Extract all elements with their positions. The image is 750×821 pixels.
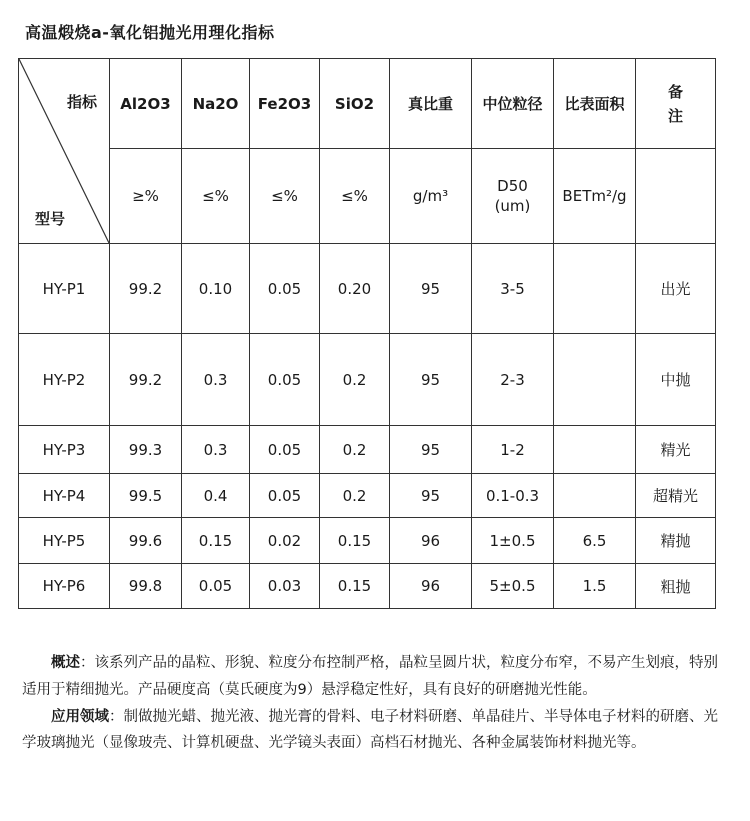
unit-density: g/m³ bbox=[390, 149, 472, 244]
description bbox=[22, 650, 722, 757]
cell-na2o: 0.05 bbox=[182, 564, 250, 609]
cell-al2o3: 99.2 bbox=[110, 244, 182, 334]
corner-label-indicator: 指标 bbox=[66, 93, 97, 111]
cell-na2o: 0.3 bbox=[182, 426, 250, 474]
cell-remark: 精光 bbox=[636, 426, 716, 474]
table-row bbox=[19, 426, 716, 474]
cell-remark: 精抛 bbox=[636, 518, 716, 564]
cell-model: HY-P5 bbox=[19, 518, 110, 564]
header-row bbox=[19, 59, 716, 149]
cell-d50: 1-2 bbox=[472, 426, 554, 474]
unit-d50-label: D50 bbox=[497, 176, 528, 195]
cell-al2o3: 99.6 bbox=[110, 518, 182, 564]
unit-na2o: ≤% bbox=[182, 149, 250, 244]
unit-fe2o3: ≤% bbox=[250, 149, 320, 244]
header-density: 真比重 bbox=[390, 59, 472, 149]
cell-bet bbox=[554, 334, 636, 426]
cell-bet: 6.5 bbox=[554, 518, 636, 564]
cell-model: HY-P3 bbox=[19, 426, 110, 474]
cell-al2o3: 99.2 bbox=[110, 334, 182, 426]
cell-bet: 1.5 bbox=[554, 564, 636, 609]
cell-fe2o3: 0.05 bbox=[250, 244, 320, 334]
table-row bbox=[19, 564, 716, 609]
cell-na2o: 0.3 bbox=[182, 334, 250, 426]
cell-d50: 1±0.5 bbox=[472, 518, 554, 564]
cell-fe2o3: 0.03 bbox=[250, 564, 320, 609]
cell-sio2: 0.2 bbox=[320, 334, 390, 426]
cell-fe2o3: 0.02 bbox=[250, 518, 320, 564]
cell-sio2: 0.2 bbox=[320, 474, 390, 518]
page-title: 高温煅烧a-氧化铝抛光用理化指标 bbox=[25, 23, 275, 42]
unit-remark bbox=[636, 149, 716, 244]
cell-na2o: 0.4 bbox=[182, 474, 250, 518]
application-text: ：制做抛光蜡、抛光液、抛光膏的骨料、电子材料研磨、单晶硅片、半导体电子材料的研磨、光学玻璃抛光（显像玻壳、计算机硬盘、光学镜头表面）高档石材抛光、各种金属装饰材料抛光等。 bbox=[22, 708, 718, 752]
header-bet: 比表面积 bbox=[554, 59, 636, 149]
cell-sio2: 0.15 bbox=[320, 564, 390, 609]
unit-al2o3: ≥% bbox=[110, 149, 182, 244]
cell-fe2o3: 0.05 bbox=[250, 334, 320, 426]
cell-density: 96 bbox=[390, 564, 472, 609]
cell-sio2: 0.2 bbox=[320, 426, 390, 474]
cell-fe2o3: 0.05 bbox=[250, 474, 320, 518]
corner-cell bbox=[19, 59, 110, 244]
cell-remark: 超精光 bbox=[636, 474, 716, 518]
table-row bbox=[19, 518, 716, 564]
cell-density: 95 bbox=[390, 474, 472, 518]
cell-density: 95 bbox=[390, 426, 472, 474]
cell-sio2: 0.20 bbox=[320, 244, 390, 334]
cell-fe2o3: 0.05 bbox=[250, 426, 320, 474]
cell-bet bbox=[554, 474, 636, 518]
cell-al2o3: 99.3 bbox=[110, 426, 182, 474]
cell-d50: 5±0.5 bbox=[472, 564, 554, 609]
table-row bbox=[19, 474, 716, 518]
cell-density: 95 bbox=[390, 244, 472, 334]
application-label: 应用领域 bbox=[51, 708, 109, 725]
unit-row bbox=[19, 149, 716, 244]
spec-table bbox=[18, 58, 716, 609]
cell-density: 96 bbox=[390, 518, 472, 564]
unit-d50-sub: (um) bbox=[494, 197, 531, 215]
cell-remark: 中抛 bbox=[636, 334, 716, 426]
table-row bbox=[19, 334, 716, 426]
header-na2o: Na2O bbox=[182, 59, 250, 149]
cell-d50: 0.1-0.3 bbox=[472, 474, 554, 518]
application-paragraph bbox=[22, 704, 722, 758]
cell-model: HY-P2 bbox=[19, 334, 110, 426]
cell-remark: 粗抛 bbox=[636, 564, 716, 609]
cell-sio2: 0.15 bbox=[320, 518, 390, 564]
header-remark bbox=[636, 59, 716, 149]
overview-text: ：该系列产品的晶粒、形貌、粒度分布控制严格，晶粒呈圆片状，粒度分布窄，不易产生划痕，特别适用于精细抛光。产品硬度高（莫氏硬度为9）悬浮稳定性好，具有良好的研磨抛光性能。 bbox=[22, 655, 718, 698]
table-row bbox=[19, 244, 716, 334]
cell-model: HY-P6 bbox=[19, 564, 110, 609]
header-d50: 中位粒径 bbox=[472, 59, 554, 149]
cell-al2o3: 99.8 bbox=[110, 564, 182, 609]
cell-bet bbox=[554, 244, 636, 334]
corner-label-model: 型号 bbox=[35, 210, 66, 228]
cell-na2o: 0.15 bbox=[182, 518, 250, 564]
overview-paragraph bbox=[22, 650, 722, 704]
cell-density: 95 bbox=[390, 334, 472, 426]
header-fe2o3: Fe2O3 bbox=[250, 59, 320, 149]
cell-d50: 2-3 bbox=[472, 334, 554, 426]
cell-d50: 3-5 bbox=[472, 244, 554, 334]
unit-sio2: ≤% bbox=[320, 149, 390, 244]
unit-bet: BETm²/g bbox=[554, 149, 636, 244]
header-sio2: SiO2 bbox=[320, 59, 390, 149]
unit-d50 bbox=[472, 149, 554, 244]
cell-bet bbox=[554, 426, 636, 474]
header-al2o3: Al2O3 bbox=[110, 59, 182, 149]
cell-model: HY-P4 bbox=[19, 474, 110, 518]
cell-remark: 出光 bbox=[636, 244, 716, 334]
header-remark-text: 备注 bbox=[667, 82, 683, 125]
cell-na2o: 0.10 bbox=[182, 244, 250, 334]
overview-label: 概述 bbox=[51, 655, 80, 671]
cell-al2o3: 99.5 bbox=[110, 474, 182, 518]
cell-model: HY-P1 bbox=[19, 244, 110, 334]
